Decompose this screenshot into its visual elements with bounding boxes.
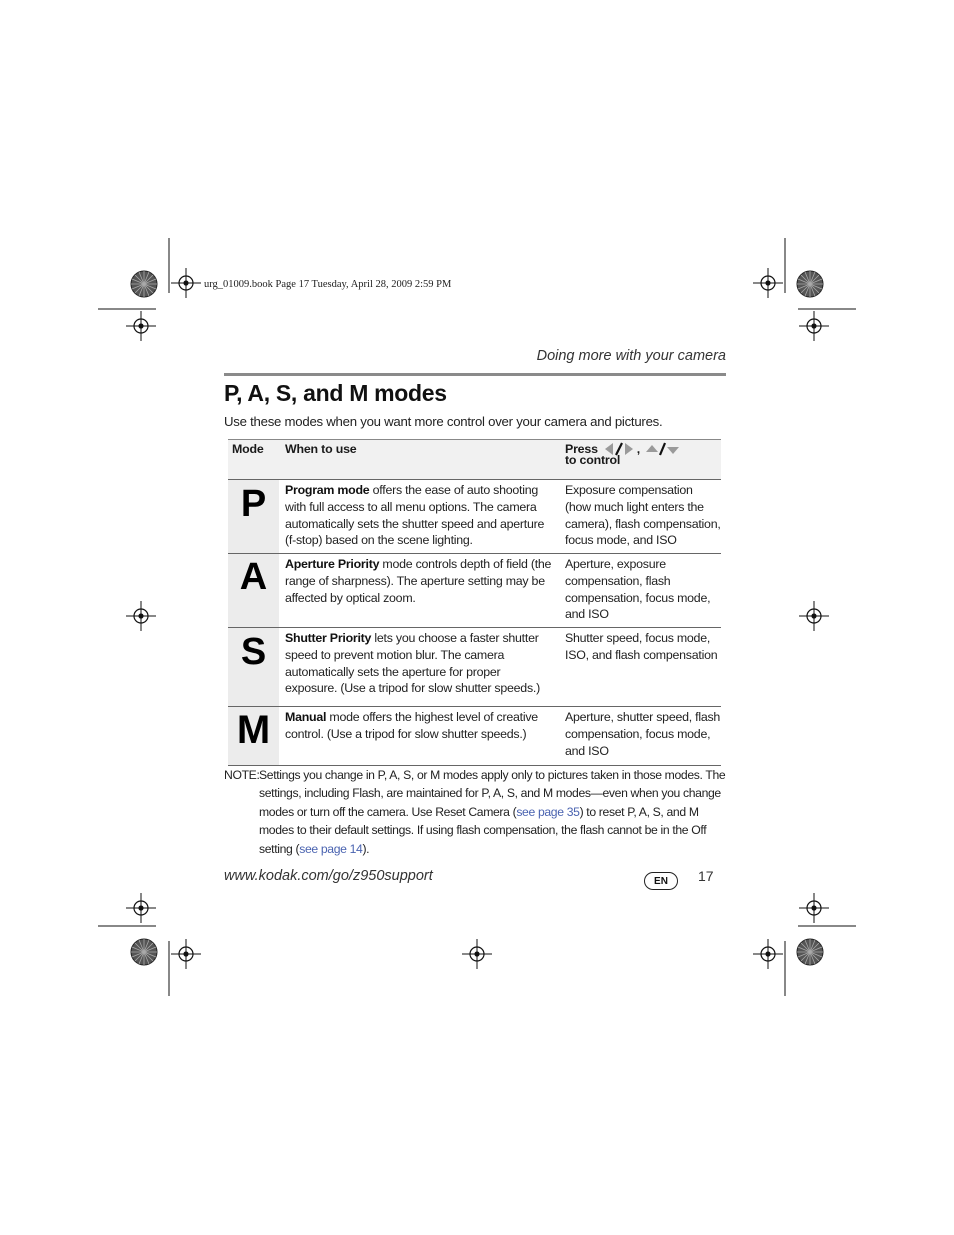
press-separator: ,: [636, 442, 641, 456]
note-text-part: ).: [362, 841, 370, 856]
mode-letter-p: P: [240, 483, 267, 525]
header-mode: Mode: [232, 442, 264, 456]
mode-letter-m: M: [236, 708, 271, 752]
print-slug: urg_01009.book Page 17 Tuesday, April 28, 2009 2:59 PM: [204, 279, 452, 290]
controls-cell: Aperture, shutter speed, flash compensation, focus mode, and ISO: [565, 710, 721, 758]
mode-name: Program mode: [285, 483, 370, 497]
language-badge: EN: [644, 872, 678, 890]
note-label: NOTE:: [224, 768, 260, 782]
page-title: P, A, S, and M modes: [224, 380, 447, 406]
controls-cell: Exposure compensation (how much light enters the camera), flash compensation, focus mode, and ISO: [565, 483, 721, 548]
header-when-to-use: When to use: [285, 442, 357, 456]
footer-url: www.kodak.com/go/z950support: [224, 868, 433, 884]
mode-description: lets you choose a faster shutter speed to prevent motion blur. The camera automatically sets the aperture for proper exposure. (Use a tripod for slow shutter speeds.): [285, 631, 540, 696]
running-head: Doing more with your camera: [536, 348, 726, 364]
see-page-14-link[interactable]: see page 14: [299, 841, 363, 856]
mode-name: Aperture Priority: [285, 557, 380, 571]
page-number: 17: [698, 868, 714, 884]
intro-paragraph: Use these modes when you want more control over your camera and pictures.: [224, 414, 663, 429]
mode-name: Manual: [285, 710, 327, 724]
mode-description: mode controls depth of field (the range of sharpness). The aperture setting may be affected by optical zoom.: [285, 557, 552, 605]
controls-cell: Aperture, exposure compensation, flash compensation, focus mode, and ISO: [565, 557, 711, 622]
mode-letter-s: S: [240, 631, 267, 673]
mode-letter-a: A: [239, 556, 268, 598]
mode-name: Shutter Priority: [285, 631, 372, 645]
see-page-35-link[interactable]: see page 35: [516, 804, 580, 819]
mode-description: mode offers the highest level of creative control. (Use a tripod for slow shutter speeds.): [285, 710, 538, 741]
press-line2: to control: [565, 453, 621, 467]
press-label: Press: [565, 442, 598, 456]
controls-cell: Shutter speed, focus mode, ISO, and flash compensation: [565, 631, 718, 662]
note-text-part: Settings you change in P, A, S, or M modes apply only to pictures taken in those modes. The settings, including Flash, are maintained for P, A, S, and M modes—even when you change modes or turn off the camera. Use Reset Camera (: [259, 768, 726, 819]
note-text-part: ) to reset P, A, S, and M modes to their default settings. If using flash compensation, the flash cannot be in the Off setting (: [259, 804, 707, 856]
mode-description: offers the ease of auto shooting with full access to all menu options. The camera automatically sets the shutter speed and aperture (f-stop) based on the scene lighting.: [285, 483, 545, 548]
